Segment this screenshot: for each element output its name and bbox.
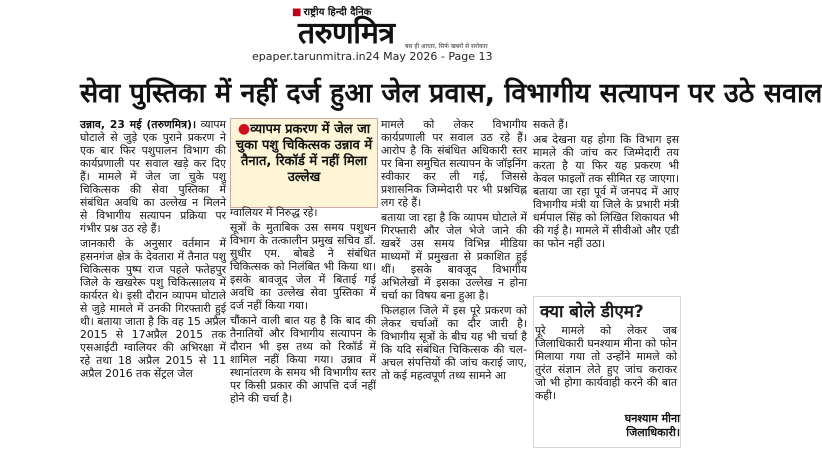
dm-signature-name: घनश्याम मीना [624,412,680,425]
article-paragraph: फिलहाल जिले में इस पूरे प्रकरण को लेकर चर्चाओं का दौर जारी है। विभागीय सूत्रों के बीच यह भी चर्चा है कि यदि संबंधित चिकित्सक की चल-अचल संपत्तियों की जांच कराई जाए, तो कई महत्वपूर्ण तथ्य सामने आ [381,304,527,382]
dm-signature-title: जिलाधिकारी। [626,426,680,439]
article-paragraph: सूत्रों के मुताबिक उस समय पशुधन विभाग के तत्कालीन प्रमुख सचिव डॉ. सुधीर एम. बोबडे ने संबंधित चिकित्सक को निलंबित भी किया था। इसके बावजूद जेल में बिताई गई अवधि का उल्लेख सेवा पुस्तिका में दर्ज नहीं किया गया। [230,221,376,312]
masthead [0,0,740,72]
article-column-2 [230,206,376,407]
article-paragraph: चौंकाने वाली बात यह है कि बाद की तैनातियों और विभागीय सत्यापन के दौरान भी इस तथ्य को रिकॉर्ड में शामिल नहीं किया गया। उन्नाव में स्थानांतरण के समय भी विभागीय स्तर पर किसी प्रकार की आपत्ति दर्ज नहीं होने की चर्चा है। [230,314,376,405]
logo-mark-icon: ■ [292,7,302,18]
article-paragraph: ग्वालियर में निरुद्ध रहे। [230,206,318,219]
article-paragraph: जानकारी के अनुसार वर्तमान में हसनगंज क्षेत्र के देवतारा में तैनात पशु चिकित्सक पुष्प राज पहले फतेहपुर जिले के खखरेरू पशु चिकित्सालय में कार्यरत थे। इसी दौरान व्यापम घोटाले से जुड़े मामले में उनकी गिरफ्तारी हुई थी। बताया जाता है कि वह 15 अप्रैल 2015 से 17अप्रैल 2015 तक एसआईटी ग्वालियर की अभिरक्षा में रहे तथा 18 अप्रैल 2015 से 11 अप्रैल 2016 तक सेंट्रल जेल [80,237,226,380]
dm-box-title: क्या बोले डीएम? [540,302,644,322]
dateline: उन्नाव, 23 मई (तरुणमित्र)। [80,118,197,131]
article-column-1 [80,118,226,382]
newspaper-brand: तरुणमित्र [298,16,395,51]
article-headline: सेवा पुस्तिका में नहीं दर्ज हुआ जेल प्रवास, विभागीय सत्यापन पर उठे सवाल [80,78,822,109]
brand-subtitle: बस ही आधार, सिर्फ खबरों से सरोकार [405,43,488,50]
article-paragraph: अब देखना यह होगा कि विभाग इस मामले की जांच कर जिम्मेदारी तय करता है या फिर यह प्रकरण भी केवल फाइलों तक सीमित रह जाएगा। बताया जा रहा पूर्व में जनपद में आए विभागीय मंत्री या जिले के प्रभारी मंत्री धर्मपाल सिंह को लिखित शिकायत भी की गई है। मामले में सीवीओ और एडी का फोन नहीं उठा। [533,133,679,250]
article-paragraph: बताया जा रहा है कि व्यापम घोटाले में गिरफ्तारी और जेल भेजे जाने की खबरें उस समय विभिन्न मीडिया माध्यमों में प्रमुखता से प्रकाशित हुई थीं। इसके बावजूद विभागीय अभिलेखों में इसका उल्लेख न होना चर्चा का विषय बना हुआ है। [381,211,527,302]
highlight-box [230,118,378,208]
highlight-text: व्यापम प्रकरण में जेल जा चुका पशु चिकित्सक उन्नाव में तैनात, रिकॉर्ड में नहीं मिला उल्लेख [235,122,373,185]
article-column-4 [533,118,679,252]
article-paragraph: मामले को लेकर विभागीय कार्यप्रणाली पर सवाल उठ रहे हैं। आरोप है कि संबंधित अधिकारी स्तर पर बिना समुचित सत्यापन के जॉइनिंग स्वीकार कर ली गई, जिससे प्रशासनिक जिम्मेदारी पर भी प्रश्नचिह्न लग रहे हैं। [381,118,527,209]
epaper-page-info: epaper.tarunmitra.in24 May 2026 - Page 13 [252,50,493,63]
article-paragraph: सकते हैं। [533,118,569,131]
article-paragraph: उन्नाव, 23 मई (तरुणमित्र)। व्यापम घोटाले से जुड़े एक पुराने प्रकरण ने एक बार फिर पशुपालन विभाग की कार्यप्रणाली पर सवाल खड़े कर दिए हैं। मामले में जेल जा चुके पशु चिकित्सक की सेवा पुस्तिका में संबंधित अवधि का उल्लेख न मिलने से विभागीय सत्यापन प्रक्रिया पर गंभीर प्रश्न उठ रहे हैं। [80,118,227,235]
dm-signature [600,412,680,440]
newspaper-tagline: ■ राष्ट्रीय हिन्दी दैनिक [292,7,372,18]
article-column-3 [381,118,527,384]
dm-box-body: पूरे मामले को लेकर जब जिलाधिकारी घनश्याम मीना को फोन मिलाया गया तो उन्होंने मामले को तुरंत संज्ञान लेते हुए जांच कराकर जो भी होगा कार्यवाही करने की बात कही। [535,324,677,402]
bullet-dot-icon: ● [237,121,251,137]
